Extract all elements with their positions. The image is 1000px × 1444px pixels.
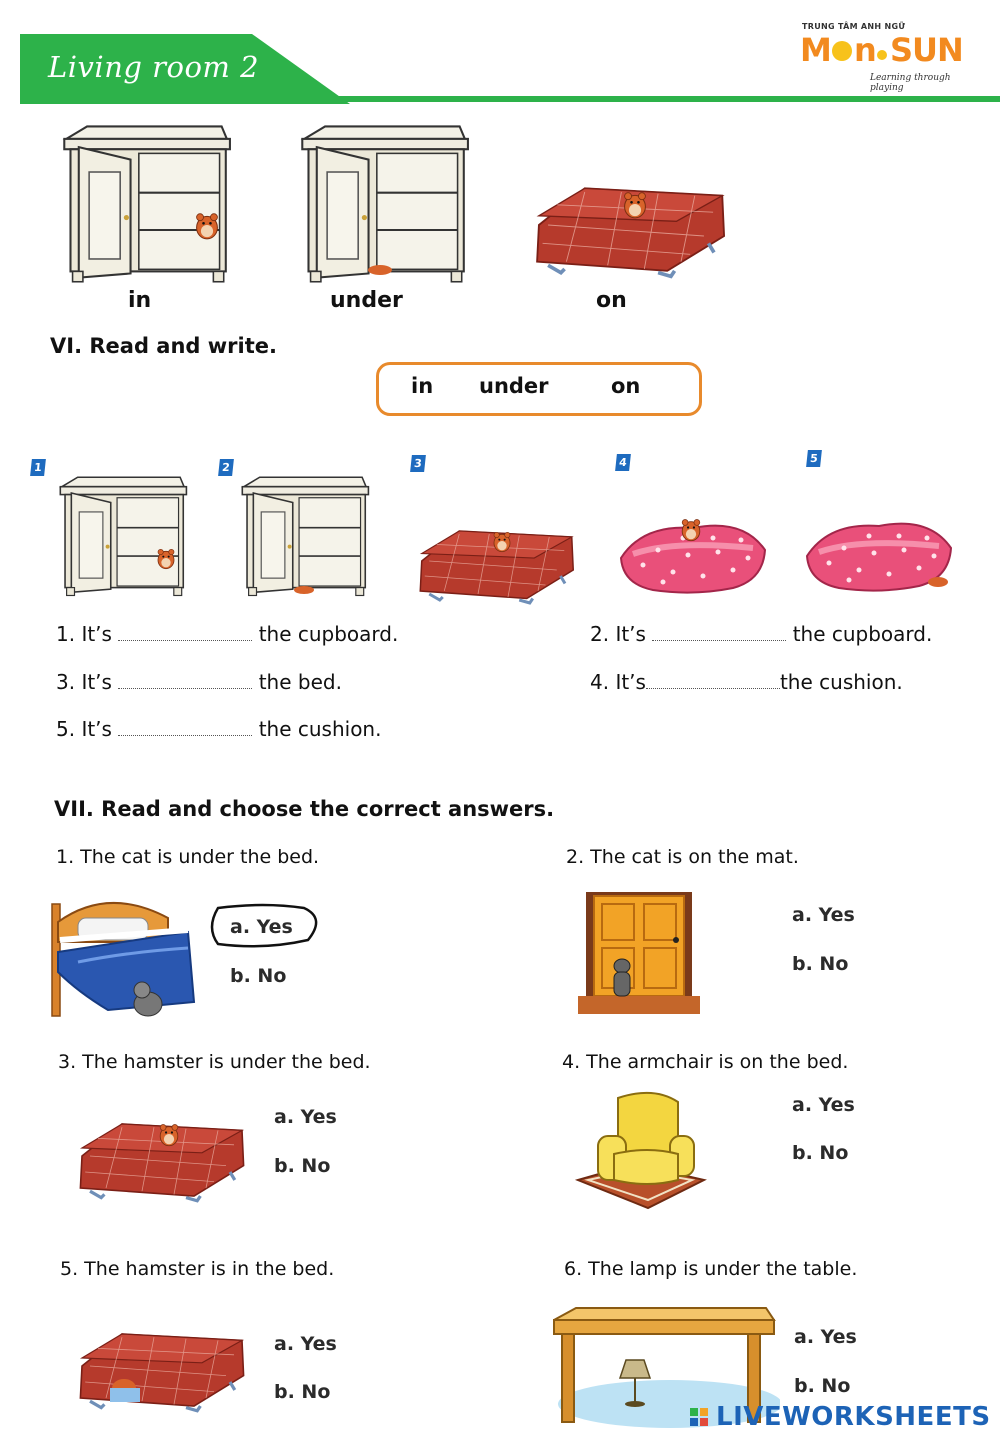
section-7-heading: VII. Read and choose the correct answers. (54, 797, 555, 821)
question-4: 4. The armchair is on the bed. (562, 1051, 849, 1073)
cupboard-in-image (56, 118, 232, 284)
q5-option-b[interactable]: b. No (274, 1381, 331, 1403)
sentence-3 (56, 670, 342, 694)
q6-option-a[interactable]: a. Yes (794, 1326, 857, 1348)
sentence-5 (56, 717, 381, 741)
q1-option-a[interactable]: a. Yes (230, 916, 293, 938)
word-box-under: under (479, 374, 549, 398)
q2-door-cat-image (578, 888, 700, 1016)
label-on: on (596, 288, 627, 313)
sentence-2-suffix: the cupboard. (792, 622, 933, 646)
question-2: 2. The cat is on the mat. (566, 846, 799, 868)
label-under: under (330, 288, 403, 313)
q4-option-a[interactable]: a. Yes (792, 1094, 855, 1116)
sentence-1-prefix: 1. It’s (56, 622, 112, 646)
svg-text:n: n (854, 31, 876, 67)
picture-number-2: 2 (218, 459, 234, 476)
q5-option-a[interactable]: a. Yes (274, 1333, 337, 1355)
answer-blank-3[interactable] (118, 670, 252, 689)
sentence-5-prefix: 5. It’s (56, 717, 112, 741)
sentence-4-prefix: 4. It’s (590, 670, 646, 694)
q3-option-b[interactable]: b. No (274, 1155, 331, 1177)
answer-blank-4[interactable] (646, 670, 780, 689)
answer-blank-2[interactable] (652, 622, 786, 641)
label-in: in (128, 288, 152, 313)
liveworksheets-logo-icon (690, 1406, 712, 1434)
q6-option-b[interactable]: b. No (794, 1375, 851, 1397)
q4-armchair-image (574, 1084, 708, 1224)
bed-on-image (510, 170, 742, 280)
sentence-2 (590, 622, 932, 646)
word-box-in: in (411, 374, 434, 398)
logo-main-text (800, 31, 976, 73)
picture-number-3: 3 (410, 455, 426, 472)
picture-5-cushion-under (796, 508, 962, 598)
picture-1-cupboard-in (54, 470, 188, 598)
sentence-4 (590, 670, 903, 694)
sentence-4-suffix: the cushion. (779, 670, 903, 694)
word-box-on: on (611, 374, 641, 398)
question-5: 5. The hamster is in the bed. (60, 1258, 335, 1280)
footer-brand: LIVEWORKSHEETS (716, 1402, 991, 1432)
sentence-2-prefix: 2. It’s (590, 622, 646, 646)
picture-2-cupboard-under (236, 470, 370, 598)
picture-3-bed-on (406, 516, 580, 606)
sentence-3-suffix: the bed. (258, 670, 342, 694)
picture-4-cushion-on (610, 510, 776, 600)
svg-text:SUN: SUN (890, 31, 963, 67)
logo-top-text: TRUNG TÂM ANH NGỮ (802, 22, 906, 31)
q2-option-b[interactable]: b. No (792, 953, 849, 975)
answer-blank-1[interactable] (118, 622, 252, 641)
svg-text:M: M (800, 31, 831, 67)
sentence-3-prefix: 3. It’s (56, 670, 112, 694)
brand-logo (800, 22, 976, 93)
q1-bed-cat-image (48, 892, 196, 1026)
q3-bed-hamster-image (58, 1108, 258, 1204)
header-divider (20, 96, 1000, 102)
sentence-1-suffix: the cupboard. (258, 622, 399, 646)
answer-blank-5[interactable] (118, 717, 252, 736)
question-3: 3. The hamster is under the bed. (58, 1051, 371, 1073)
sentence-5-suffix: the cushion. (258, 717, 382, 741)
question-1: 1. The cat is under the bed. (56, 846, 320, 868)
q2-option-a[interactable]: a. Yes (792, 904, 855, 926)
q1-option-b[interactable]: b. No (230, 965, 287, 987)
picture-number-1: 1 (30, 459, 46, 476)
section-6-heading: VI. Read and write. (50, 334, 277, 358)
q3-option-a[interactable]: a. Yes (274, 1106, 337, 1128)
picture-number-5: 5 (806, 450, 822, 467)
q5-bed-hamster-image (58, 1318, 258, 1414)
page-title: Living room 2 (48, 50, 260, 84)
cupboard-under-image (294, 118, 470, 284)
logo-tagline: Learning through playing (870, 73, 951, 93)
logo-wordmark-icon (800, 31, 976, 67)
q4-option-b[interactable]: b. No (792, 1142, 849, 1164)
picture-number-4: 4 (615, 454, 631, 471)
sentence-1 (56, 622, 398, 646)
question-6: 6. The lamp is under the table. (564, 1258, 858, 1280)
